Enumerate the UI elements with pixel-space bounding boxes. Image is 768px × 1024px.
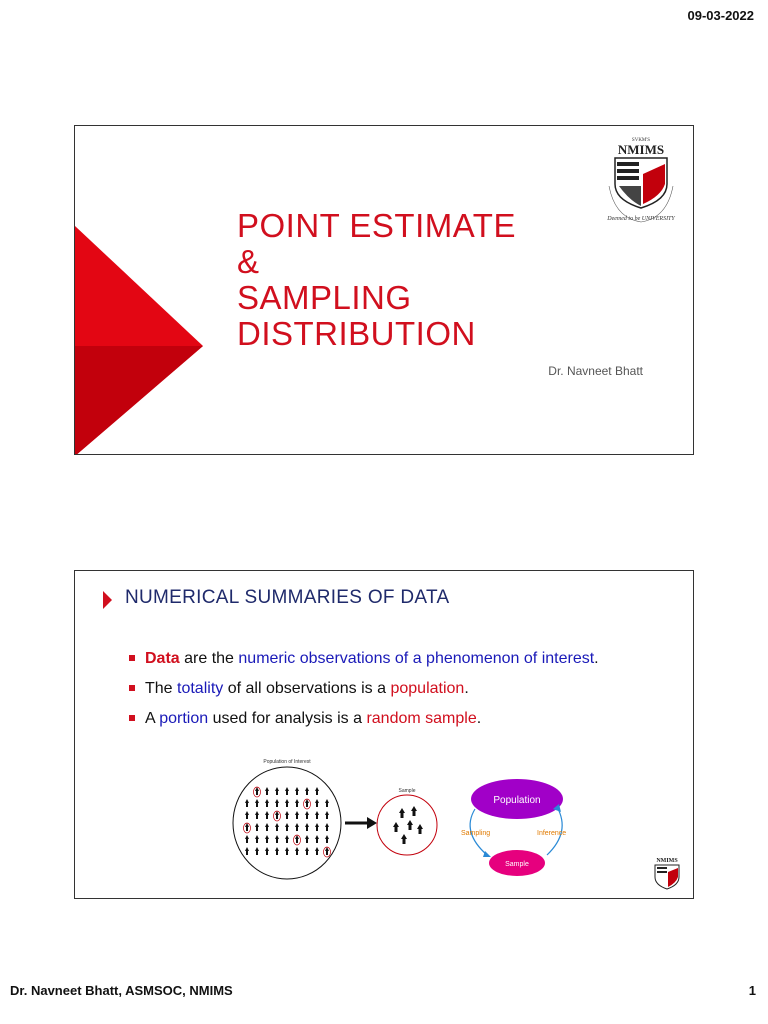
svg-text:Population of Interest: Population of Interest [263, 759, 311, 765]
slide-author: Dr. Navneet Bhatt [548, 364, 643, 378]
bullet-text: . [476, 710, 482, 727]
bullet-item [129, 647, 649, 670]
slide-title [74, 125, 694, 455]
bullet-item [129, 707, 649, 730]
term-portion: portion [159, 710, 209, 727]
title-line: SAMPLING [237, 279, 412, 316]
nmims-logo-small [649, 854, 685, 892]
bullet-text: A [145, 710, 160, 727]
sampling-inference-cycle [449, 777, 579, 877]
svg-text:NMIMS: NMIMS [656, 858, 678, 864]
slide-title-text [237, 208, 516, 352]
svg-text:Sampling: Sampling [461, 830, 491, 837]
title-arrow-icon [103, 591, 112, 609]
population-sample-diagram [231, 757, 441, 883]
title-line: & [237, 243, 260, 280]
svg-text:Deemed to be UNIVERSITY: Deemed to be UNIVERSITY [607, 216, 675, 222]
page-date: 09-03-2022 [687, 8, 754, 23]
nmims-logo [601, 134, 681, 224]
title-line: DISTRIBUTION [237, 315, 476, 352]
slide-numerical-summaries [74, 570, 694, 899]
bullet-text: . [464, 680, 469, 697]
title-line: POINT ESTIMATE [237, 207, 516, 244]
bullet-highlight: numeric observations of a phenomenon of interest [238, 650, 595, 667]
bullet-text: The [145, 680, 178, 697]
red-triangle-decoration [75, 226, 205, 455]
svg-text:NMIMS: NMIMS [617, 142, 665, 157]
svg-text:SVKM'S: SVKM'S [631, 138, 651, 143]
bullet-text: are the [179, 650, 239, 667]
bullet-item [129, 677, 649, 700]
term-totality: totality [177, 680, 224, 697]
footer-author: Dr. Navneet Bhatt, ASMSOC, NMIMS [10, 983, 233, 998]
term-population: population [390, 680, 465, 697]
bullet-text: of all observations is a [223, 680, 391, 697]
bullet-list [129, 647, 649, 737]
svg-text:Sample: Sample [505, 861, 529, 868]
bullet-text: used for analysis is a [208, 710, 367, 727]
svg-text:Population: Population [493, 795, 541, 806]
bullet-text: . [594, 650, 599, 667]
svg-text:Sample: Sample [398, 788, 416, 794]
page-number: 1 [748, 983, 756, 998]
svg-text:Inference: Inference [537, 830, 567, 837]
slide-heading: NUMERICAL SUMMARIES OF DATA [125, 587, 450, 608]
term-data: Data [145, 650, 180, 667]
term-random-sample: random sample [366, 710, 477, 727]
